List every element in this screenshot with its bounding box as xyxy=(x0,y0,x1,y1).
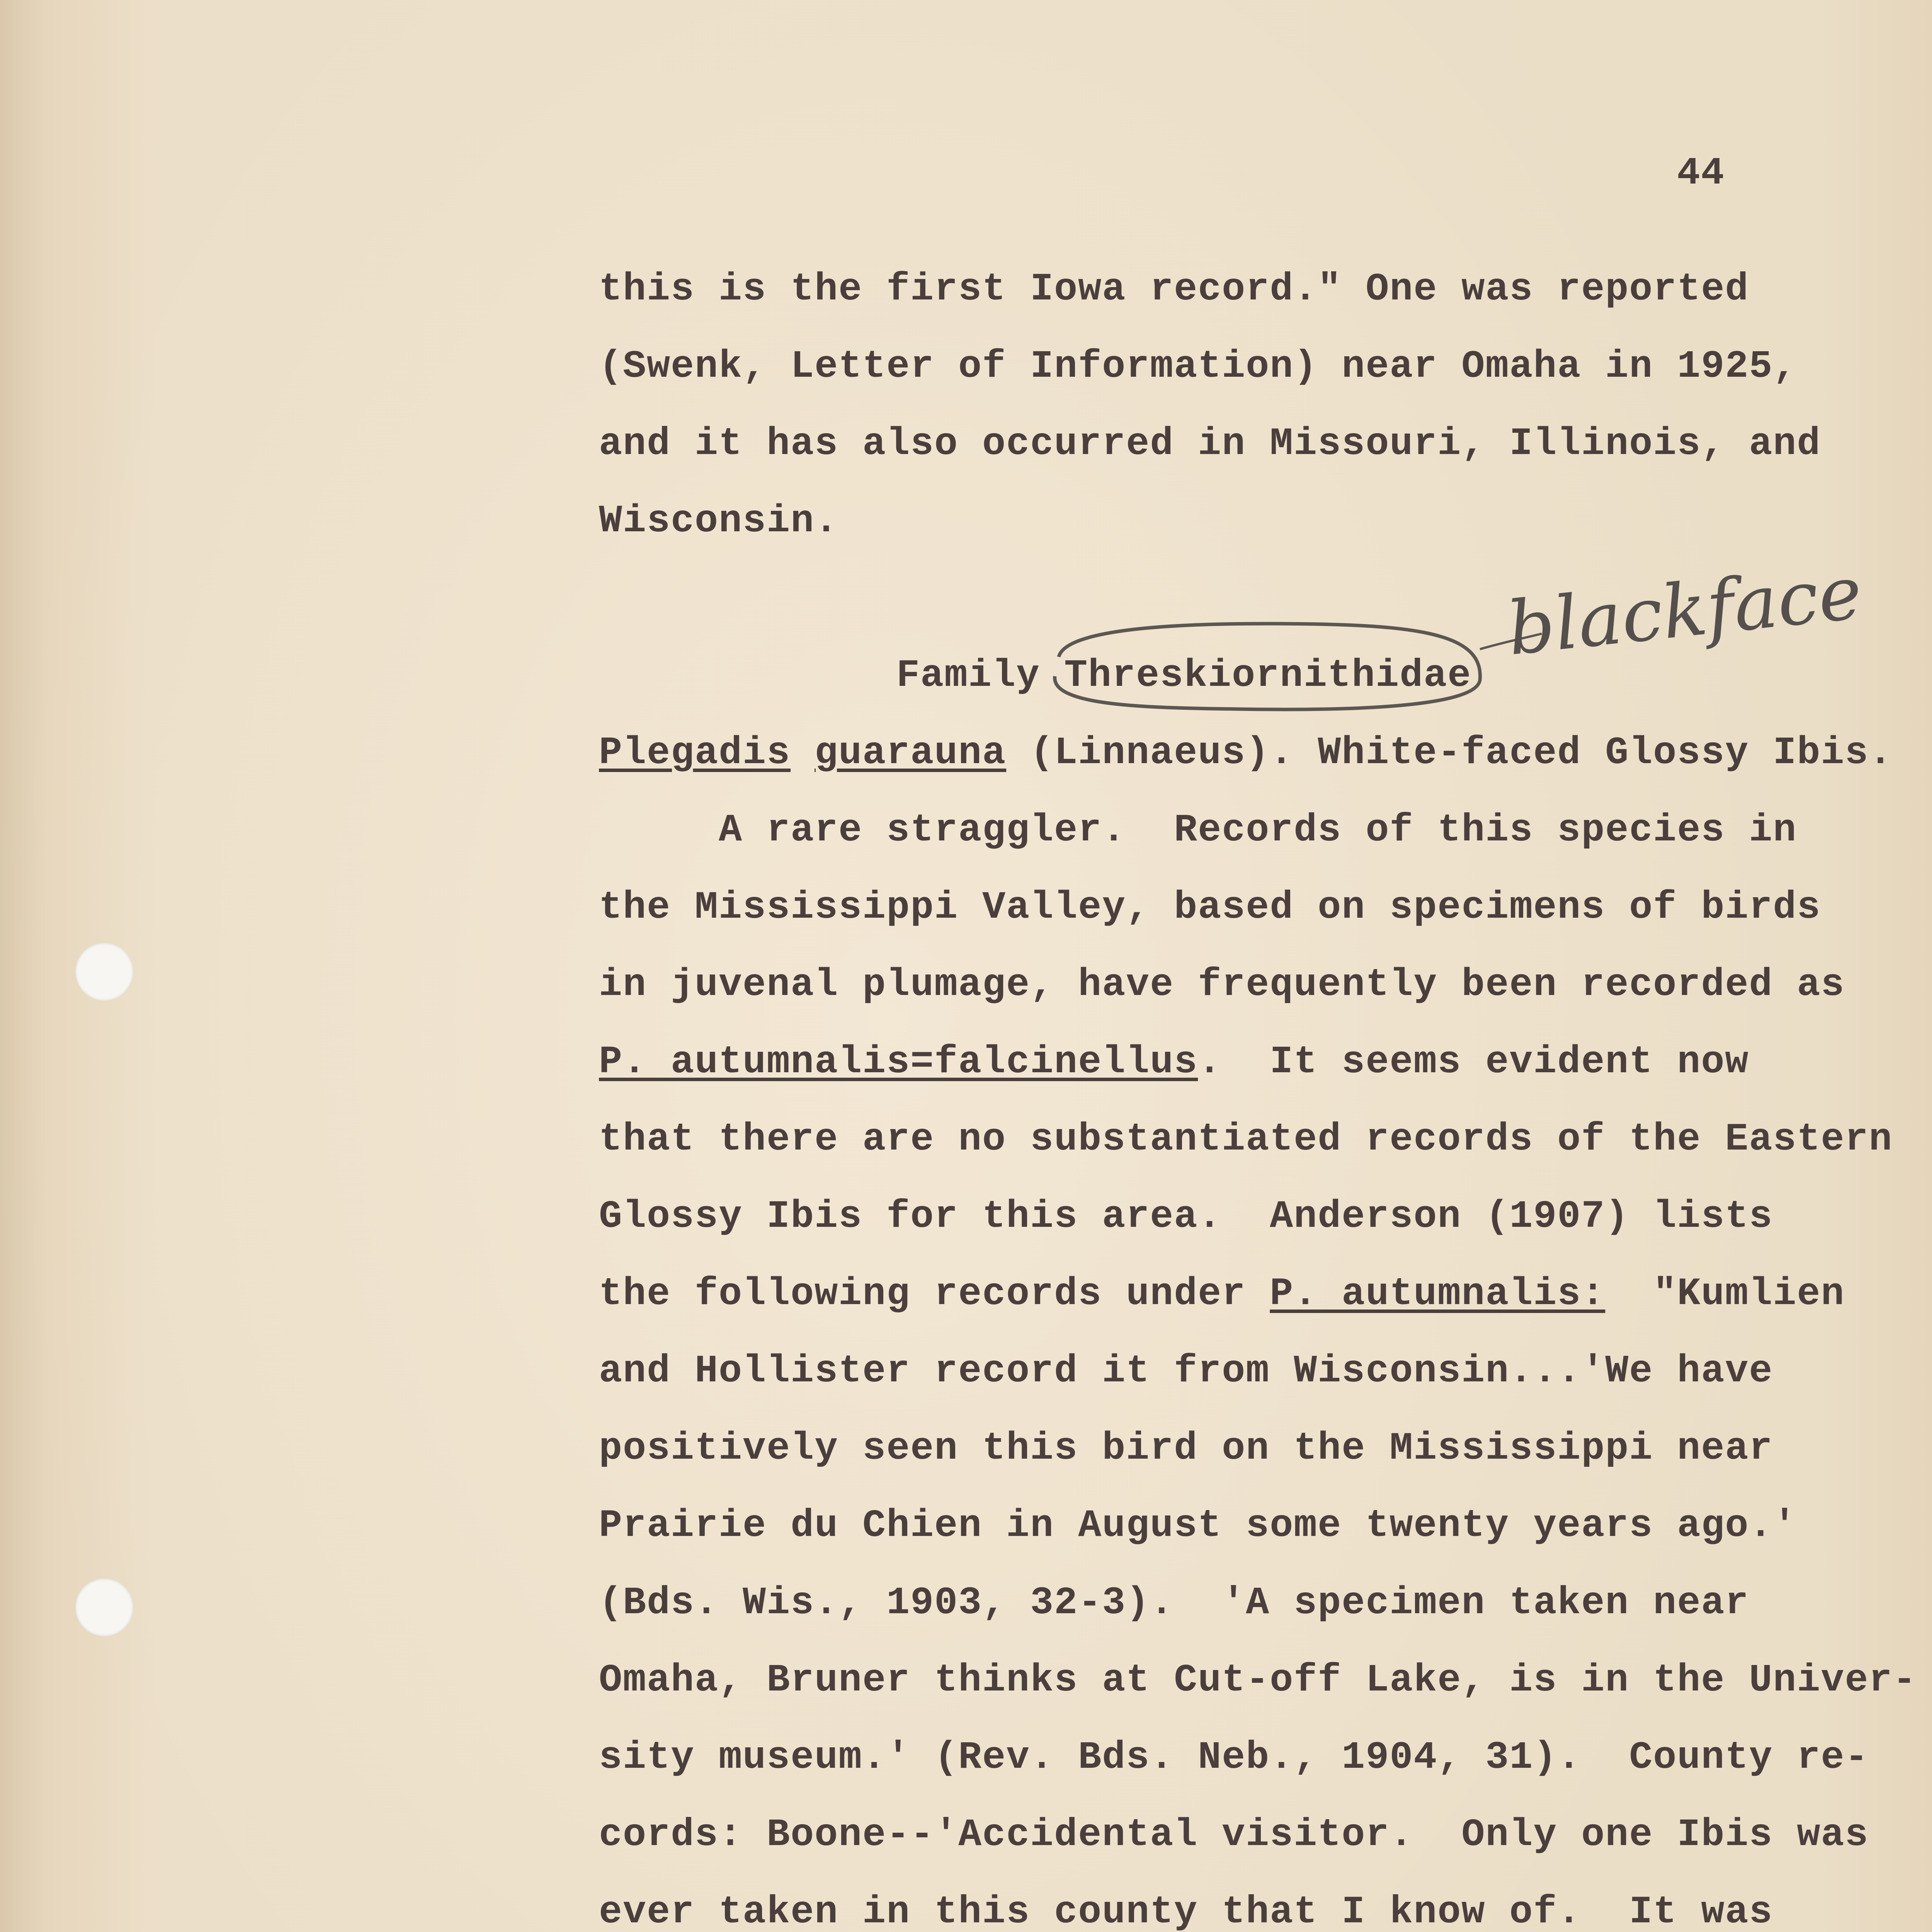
text-line: ever taken in this county that I know of. It was xyxy=(599,1891,1773,1932)
text-line: this is the first Iowa record." One was reported xyxy=(599,268,1749,311)
text-line: Glossy Ibis for this area. Anderson (1907) lists xyxy=(599,1195,1773,1239)
text-line: and it has also occurred in Missouri, Illinois, and xyxy=(599,422,1821,466)
text-line: cords: Boone--'Accidental visitor. Only one Ibis was xyxy=(599,1813,1869,1857)
family-heading-prefix: Family xyxy=(896,654,1065,698)
text-line: P. autumnalis=falcinellus. It seems evident now xyxy=(599,1041,1749,1084)
handwritten-note: blackface xyxy=(1503,549,1866,672)
text-line: (Swenk, Letter of Information) near Omaha in 1925, xyxy=(599,345,1797,389)
text-line: Wisconsin. xyxy=(599,500,839,543)
species-epithet: guarauna xyxy=(815,731,1007,775)
text-line: the Mississippi Valley, based on specimens of birds xyxy=(599,886,1821,930)
page-number: 44 xyxy=(1677,152,1725,196)
text-line: and Hollister record it from Wisconsin...'We have xyxy=(599,1350,1773,1393)
species-authority: (Linnaeus). White-faced Glossy Ibis. xyxy=(1006,731,1893,775)
text-line: Omaha, Bruner thinks at Cut-off Lake, is in the Univer- xyxy=(599,1659,1917,1702)
text-line: A rare straggler. Records of this species in xyxy=(599,809,1797,852)
text-line: (Bds. Wis., 1903, 32-3). 'A specimen taken near xyxy=(599,1582,1749,1625)
text-line: the following records under P. autumnalis: "Kumlien xyxy=(599,1272,1845,1316)
punch-hole xyxy=(75,1578,133,1636)
underlined-term: P. autumnalis=falcinellus xyxy=(599,1041,1198,1084)
family-name-circled: Threskiornithidae xyxy=(1064,654,1472,698)
text-line: in juvenal plumage, have frequently been recorded as xyxy=(599,963,1845,1007)
text-line: positively seen this bird on the Mississippi near xyxy=(599,1427,1773,1471)
punch-hole xyxy=(75,943,133,1001)
family-heading xyxy=(896,654,1472,698)
underlined-term: P. autumnalis: xyxy=(1270,1272,1605,1316)
species-genus: Plegadis xyxy=(599,731,791,775)
text-line: that there are no substantiated records of the Eastern xyxy=(599,1118,1893,1162)
species-heading xyxy=(599,731,1893,775)
text-line: sity museum.' (Rev. Bds. Neb., 1904, 31). County re- xyxy=(599,1736,1869,1780)
text-line: Prairie du Chien in August some twenty years ago.' xyxy=(599,1504,1797,1548)
